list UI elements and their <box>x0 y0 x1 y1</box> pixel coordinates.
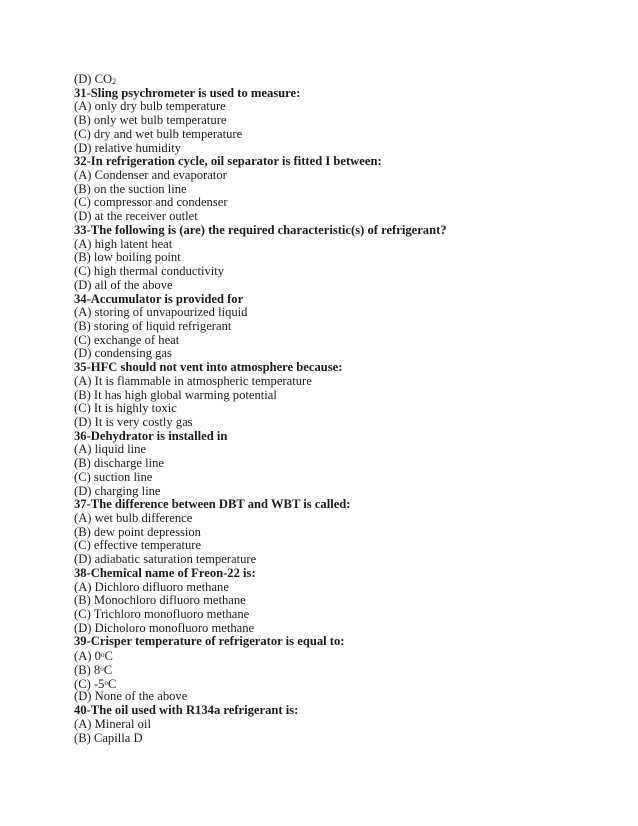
answer-option <box>74 279 574 293</box>
answer-option <box>74 663 574 677</box>
answer-option <box>74 553 574 567</box>
answer-option <box>74 128 574 142</box>
option-label: (B) discharge line <box>74 456 164 471</box>
chemical-subscript: 2 <box>112 77 117 86</box>
option-label: (A) storing of unvapourized liquid <box>74 305 248 320</box>
option-label: (D) CO <box>74 72 113 86</box>
option-label: (D) It is very costly gas <box>74 414 193 429</box>
option-label: (D) Dicholoro monofluoro methane <box>74 620 255 635</box>
option-label: (D) relative humidity <box>74 140 182 155</box>
answer-option <box>74 320 574 334</box>
question-label: 36-Dehydrator is installed in <box>74 428 228 443</box>
option-label: (C) high thermal conductivity <box>74 264 225 279</box>
question-text <box>74 87 574 101</box>
question-text <box>74 430 574 444</box>
option-label: (B) low boiling point <box>74 250 181 265</box>
question-text <box>74 293 574 307</box>
unit-label: C <box>107 676 117 691</box>
answer-option <box>74 581 574 595</box>
answer-option <box>74 142 574 156</box>
answer-option <box>74 347 574 361</box>
option-label: (D) all of the above <box>74 277 173 292</box>
answer-option <box>74 732 574 746</box>
option-label: (C) exchange of heat <box>74 332 180 347</box>
answer-option <box>74 622 574 636</box>
answer-option <box>74 265 574 279</box>
option-label: (B) It has high global warming potential <box>74 387 277 402</box>
question-label: 32-In refrigeration cycle, oil separator is fitted I between: <box>74 154 382 169</box>
answer-option <box>74 73 574 87</box>
answer-option <box>74 251 574 265</box>
question-label: 35-HFC should not vent into atmosphere because: <box>74 360 343 375</box>
question-text <box>74 155 574 169</box>
option-label: (B) storing of liquid refrigerant <box>74 318 232 333</box>
option-label: (A) only dry bulb temperature <box>74 99 226 114</box>
answer-option <box>74 183 574 197</box>
question-text <box>74 704 574 718</box>
option-label: (C) suction line <box>74 469 153 484</box>
answer-option <box>74 114 574 128</box>
answer-option <box>74 443 574 457</box>
option-label: (B) dew point depression <box>74 524 201 539</box>
question-label: 31-Sling psychrometer is used to measure: <box>74 85 301 100</box>
degree-superscript: o <box>100 651 105 660</box>
option-label: (D) condensing gas <box>74 346 172 361</box>
option-label: (A) wet bulb difference <box>74 511 193 525</box>
option-label: (D) at the receiver outlet <box>74 209 198 224</box>
question-text <box>74 567 574 581</box>
answer-option <box>74 196 574 210</box>
answer-option <box>74 649 574 663</box>
answer-option <box>74 375 574 389</box>
document-page <box>74 73 574 745</box>
option-label: (A) high latent heat <box>74 236 173 251</box>
option-label: (A) Dichloro difluoro methane <box>74 579 229 594</box>
option-label: (B) on the suction line <box>74 181 187 196</box>
question-text <box>74 361 574 375</box>
answer-option <box>74 677 574 691</box>
answer-option <box>74 334 574 348</box>
answer-option <box>74 457 574 471</box>
answer-option <box>74 594 574 608</box>
option-label: (B) only wet bulb temperature <box>74 113 227 128</box>
answer-option <box>74 210 574 224</box>
answer-option <box>74 402 574 416</box>
option-label: (C) It is highly toxic <box>74 401 177 416</box>
option-label: (A) Mineral oil <box>74 716 151 731</box>
answer-option <box>74 169 574 183</box>
degree-superscript: o <box>104 678 108 687</box>
question-text <box>74 224 574 238</box>
option-label: (A) Condenser and evaporator <box>74 168 227 183</box>
question-label: 37-The difference between DBT and WBT is called: <box>74 497 351 512</box>
question-label: 40-The oil used with R134a refrigerant is: <box>74 703 299 718</box>
answer-option <box>74 471 574 485</box>
answer-option <box>74 238 574 252</box>
option-label: (D) None of the above <box>74 689 188 704</box>
option-label: (B) 8 <box>74 662 101 677</box>
unit-label: C <box>104 649 113 664</box>
answer-option <box>74 306 574 320</box>
option-label: (D) charging line <box>74 483 161 498</box>
answer-option <box>74 512 574 526</box>
question-text <box>74 635 574 649</box>
option-label: (D) adiabatic saturation temperature <box>74 552 257 567</box>
question-label: 39-Crisper temperature of refrigerator is equal to: <box>74 634 345 649</box>
option-label: (C) compressor and condenser <box>74 195 228 210</box>
option-label: (A) It is flammable in atmospheric temperature <box>74 373 312 388</box>
degree-superscript: o <box>100 664 104 673</box>
answer-option <box>74 100 574 114</box>
option-label: (C) Trichloro monofluoro methane <box>74 607 250 622</box>
question-label: 34-Accumulator is provided for <box>74 291 244 306</box>
question-text <box>74 498 574 512</box>
option-label: (B) Capilla D <box>74 730 143 745</box>
unit-label: C <box>103 662 113 677</box>
option-label: (C) effective temperature <box>74 538 202 553</box>
option-label: (C) -5 <box>74 676 105 691</box>
answer-option <box>74 485 574 499</box>
question-label: 33-The following is (are) the required characteristic(s) of refrigerant? <box>74 222 447 237</box>
answer-option <box>74 539 574 553</box>
option-label: (B) Monochloro difluoro methane <box>74 593 246 608</box>
answer-option <box>74 718 574 732</box>
answer-option <box>74 608 574 622</box>
answer-option <box>74 389 574 403</box>
question-label: 38-Chemical name of Freon-22 is: <box>74 565 256 580</box>
option-label: (A) 0 <box>74 649 101 664</box>
answer-option <box>74 690 574 704</box>
answer-option <box>74 416 574 430</box>
option-label: (C) dry and wet bulb temperature <box>74 126 243 141</box>
answer-option <box>74 526 574 540</box>
option-label: (A) liquid line <box>74 442 147 457</box>
